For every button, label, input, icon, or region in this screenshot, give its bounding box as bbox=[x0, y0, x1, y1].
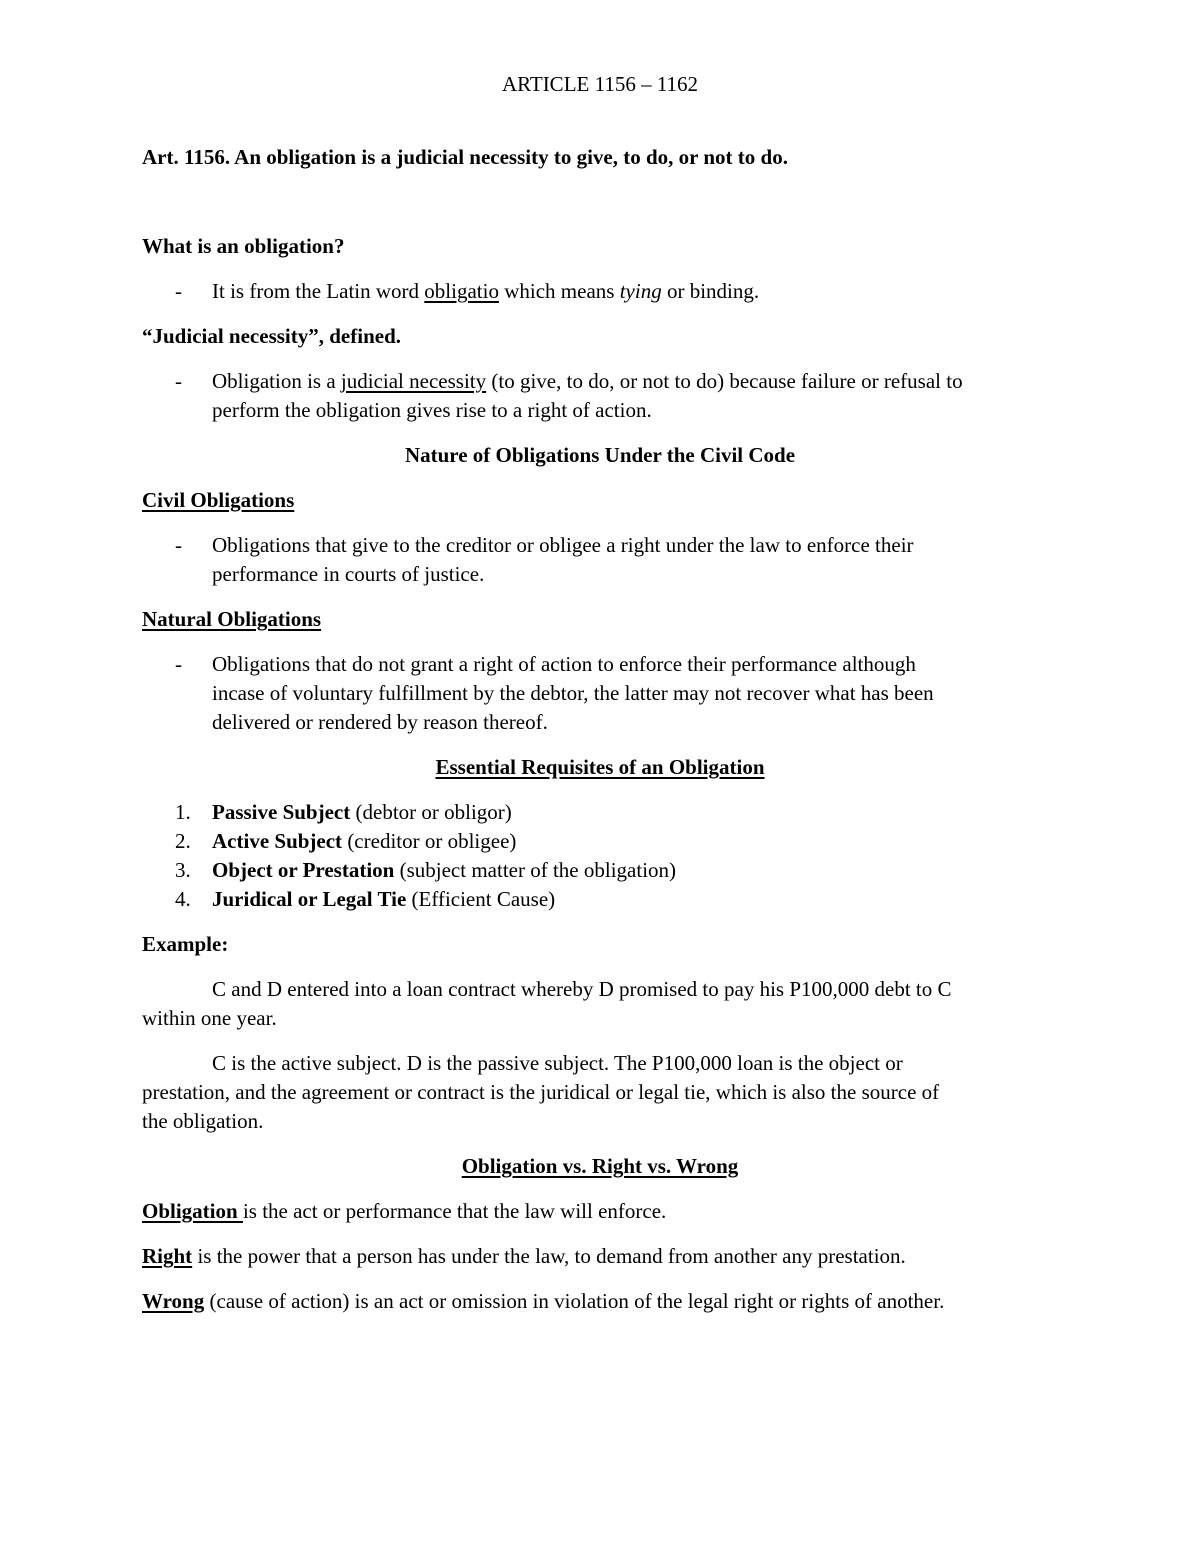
ovr-heading-text: Obligation vs. Right vs. Wrong bbox=[461, 1154, 739, 1178]
what-is-mid: which means bbox=[498, 279, 620, 303]
requisites-heading bbox=[0, 753, 1200, 782]
requisite-desc: (subject matter of the obligation) bbox=[394, 858, 677, 882]
wrong-def: (cause of action) is an act or omission in violation of the legal right or rights of another. bbox=[204, 1289, 945, 1313]
bullet-dash: - bbox=[175, 652, 182, 676]
example-p1-line1: C and D entered into a loan contract whereby D promised to pay his P100,000 debt to C bbox=[212, 977, 952, 1001]
requisite-desc: (creditor or obligee) bbox=[342, 829, 517, 853]
judicial-line1-post: (to give, to do, or not to do) because failure or refusal to bbox=[486, 369, 963, 393]
example-p2-line3: the obligation. bbox=[142, 1109, 264, 1133]
requisite-term: Active Subject bbox=[212, 829, 343, 853]
requisite-item bbox=[212, 856, 676, 885]
requisite-term: Object or Prestation bbox=[212, 858, 395, 882]
list-number: 1. bbox=[175, 800, 191, 824]
requisite-item bbox=[212, 827, 516, 856]
obligation-definition bbox=[142, 1197, 666, 1226]
right-definition bbox=[142, 1242, 906, 1271]
civil-heading: Civil Obligations bbox=[142, 488, 295, 512]
tying-term: tying bbox=[619, 279, 662, 303]
list-number: 3. bbox=[175, 858, 191, 882]
list-number: 4. bbox=[175, 887, 191, 911]
natural-text-line2: incase of voluntary fulfillment by the debtor, the latter may not recover what has been bbox=[212, 681, 934, 705]
requisite-item bbox=[212, 885, 555, 914]
page-title bbox=[0, 70, 1200, 99]
wrong-definition bbox=[142, 1287, 944, 1316]
list-number: 2. bbox=[175, 829, 191, 853]
requisite-desc: (debtor or obligor) bbox=[350, 800, 512, 824]
judicial-text-line1 bbox=[212, 367, 963, 396]
judicial-heading: “Judicial necessity”, defined. bbox=[142, 324, 402, 348]
obligatio-term: obligatio bbox=[424, 279, 499, 303]
example-p2-line2: prestation, and the agreement or contract is the juridical or legal tie, which is also the source of bbox=[142, 1080, 940, 1104]
requisite-item bbox=[212, 798, 512, 827]
ovr-heading bbox=[0, 1152, 1200, 1181]
civil-text-line2: performance in courts of justice. bbox=[212, 562, 485, 586]
what-is-heading: What is an obligation? bbox=[142, 234, 345, 258]
judicial-necessity-term: judicial necessity bbox=[340, 369, 487, 393]
what-is-text bbox=[212, 277, 759, 306]
obligation-term: Obligation bbox=[142, 1199, 243, 1223]
natural-heading: Natural Obligations bbox=[142, 607, 322, 631]
bullet-dash: - bbox=[175, 533, 182, 557]
bullet-dash: - bbox=[175, 279, 182, 303]
requisite-desc: (Efficient Cause) bbox=[406, 887, 556, 911]
judicial-pre: Obligation is a bbox=[212, 369, 341, 393]
example-p2-line1: C is the active subject. D is the passive subject. The P100,000 loan is the object or bbox=[212, 1051, 903, 1075]
page-title-text: ARTICLE 1156 – 1162 bbox=[501, 72, 699, 96]
bullet-dash: - bbox=[175, 369, 182, 393]
example-p1-line2: within one year. bbox=[142, 1006, 277, 1030]
what-is-post: or binding. bbox=[661, 279, 760, 303]
what-is-pre: It is from the Latin word bbox=[212, 279, 425, 303]
natural-text-line1: Obligations that do not grant a right of action to enforce their performance although bbox=[212, 652, 916, 676]
natural-text-line3: delivered or rendered by reason thereof. bbox=[212, 710, 548, 734]
nature-heading bbox=[0, 441, 1200, 470]
judicial-text-line2: perform the obligation gives rise to a right of action. bbox=[212, 398, 652, 422]
example-heading: Example: bbox=[142, 932, 229, 956]
right-def: is the power that a person has under the law, to demand from another any prestation. bbox=[192, 1244, 906, 1268]
right-term: Right bbox=[142, 1244, 193, 1268]
obligation-def: is the act or performance that the law will enforce. bbox=[242, 1199, 667, 1223]
requisite-term: Juridical or Legal Tie bbox=[212, 887, 407, 911]
wrong-term: Wrong bbox=[142, 1289, 205, 1313]
nature-heading-text: Nature of Obligations Under the Civil Code bbox=[404, 443, 796, 467]
requisite-term: Passive Subject bbox=[212, 800, 351, 824]
civil-text-line1: Obligations that give to the creditor or obligee a right under the law to enforce their bbox=[212, 533, 914, 557]
article-1156-text: Art. 1156. An obligation is a judicial necessity to give, to do, or not to do. bbox=[142, 145, 788, 169]
requisites-heading-text: Essential Requisites of an Obligation bbox=[435, 755, 765, 779]
